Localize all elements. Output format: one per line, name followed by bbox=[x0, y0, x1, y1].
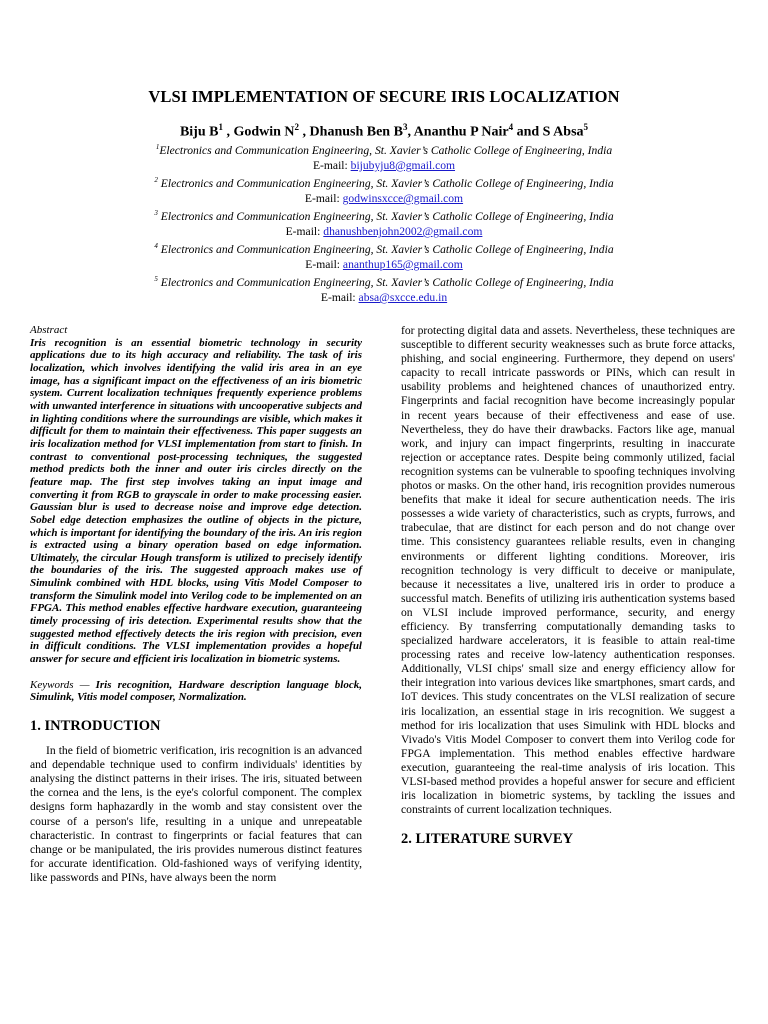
email-link[interactable]: godwinsxcce@gmail.com bbox=[342, 192, 464, 205]
email-link[interactable]: bijubyju8@gmail.com bbox=[350, 158, 456, 172]
introduction-continued-paragraph: for protecting digital data and assets. Nevertheless, these techniques are susceptible to different security weaknesses such as brute force attacks, phishing, and social engineering. Furthermore, they depend on users' capacity to recall intricate passwords or PINs, which can result in usability problems and heightened chances of unauthorized entry. Fingerprints and facial recognition have become increasingly popular in recent years because of their effectiveness and ease of use. Nevertheless, they do have their drawbacks. Factors like age, manual work, and injury can impact fingerprints, resulting in inaccurate rejection or acceptance rates. Despite being commonly utilized, facial recognition systems can be vulnerable to spoofing techniques involving photos or masks. On the other hand, iris recognition provides numerous benefits that make it ideal for secure authentication needs. The iris possesses a wide variety of characteristics, such as crypts, furrows, and trabeculae, that are distinct for each person and do not change over time. This consistency guarantees reliable results, even in changing environments or different lighting conditions. Moreover, iris recognition technology is very difficult to deceive or manipulate, because it necessitates a live, unaltered iris in order to produce a successful match. Benefits of utilizing iris authentication systems based on VLSI include improved performance, security, and energy efficiency. By transferring computationally demanding tasks to specialized hardware accelerators, it is feasible to attain real-time processing rates and receive low-latency authentication responses. Additionally, VLSI chips' small size and energy efficiency allow for their integration into various devices like smartphones, smart cards, and IoT devices. This study concentrates on the VLSI realization of secure iris localization, an essential stage in iris recognition. We suggest a method for iris localization that uses Simulink with HDL blocks and Vivado's Vitis Model Composer to convert them into Verilog code for FPGA implementation. This method enables effective hardware execution, guaranteeing the real-time analysis of iris location. This VLSI-based method provides a hopeful answer for secure and efficient iris localization in biometric systems, by tackling the issues and constraints of current localization techniques. bbox=[401, 324, 735, 817]
affiliation-text: Electronics and Communication Engineering, St. Xavier’s Catholic College of Engineering, India bbox=[157, 243, 614, 256]
email-link[interactable]: ananthup165@gmail.com bbox=[342, 258, 463, 272]
email-link[interactable]: absa@sxcce.edu.in bbox=[358, 291, 448, 305]
author-sup: 3 bbox=[402, 122, 408, 132]
author-line bbox=[0, 122, 768, 141]
affiliation-text: Electronics and Communication Engineering, St. Xavier’s Catholic College of Engineering, India bbox=[157, 209, 614, 223]
email-label: E-mail: bbox=[305, 258, 343, 272]
email-line bbox=[0, 257, 768, 272]
author-name: Godwin N bbox=[233, 124, 295, 140]
email-line bbox=[0, 290, 768, 305]
keywords-text: Iris recognition, Hardware description language block, Simulink, Vitis model composer, Normalization. bbox=[30, 678, 362, 704]
author-sup: 1 bbox=[218, 122, 223, 132]
email-line bbox=[0, 191, 768, 206]
author-sup: 5 bbox=[583, 122, 589, 132]
affiliation-line bbox=[0, 206, 768, 224]
left-column bbox=[30, 324, 362, 885]
affiliation-text: Electronics and Communication Engineering, St. Xavier’s Catholic College of Engineering, India bbox=[159, 143, 613, 157]
email-link[interactable]: dhanushbenjohn2002@gmail.com bbox=[323, 225, 483, 239]
affiliation-sup: 5 bbox=[154, 275, 158, 284]
author-name: Biju B bbox=[179, 124, 219, 140]
email-label: E-mail: bbox=[320, 291, 359, 305]
affiliation-sup: 4 bbox=[154, 242, 158, 251]
affiliation-line bbox=[0, 140, 768, 158]
email-label: E-mail: bbox=[304, 192, 343, 205]
email-line bbox=[0, 224, 768, 239]
author-name: Ananthu P Nair bbox=[413, 124, 509, 140]
right-column bbox=[401, 324, 735, 848]
paper-title: VLSI IMPLEMENTATION OF SECURE IRIS LOCALIZATION bbox=[148, 87, 620, 106]
abstract-heading: Abstract bbox=[30, 324, 68, 336]
affiliation-text: Electronics and Communication Engineering, St. Xavier’s Catholic College of Engineering, India bbox=[157, 176, 614, 190]
section-heading-introduction: 1. INTRODUCTION bbox=[30, 718, 161, 735]
affiliation-sup: 2 bbox=[154, 176, 158, 185]
author-separator: and bbox=[513, 124, 543, 140]
email-line bbox=[0, 158, 768, 173]
author-separator: , bbox=[222, 124, 234, 140]
author-separator: , bbox=[299, 124, 310, 140]
abstract-text: Iris recognition is an essential biometric technology in security applications due to its high accuracy and reliability. The task of iris localization, which involves identifying the valid iris area in an eye image, has a significant impact on the effectiveness of an iris biometric system. Current localization techniques frequently experience problems with unwanted interference in situations with uncooperative subjects and in lighting conditions where the surroundings are visible, which makes it difficult for them to maintain their effectiveness. This paper suggests an iris localization method for VLSI implementation from start to finish. In contrast to conventional post-processing techniques, the suggested method predicts both the inner and outer iris circles directly on the feature map. The first step involves taking an input image and converting it from RGB to grayscale in order to make processing easier. Gaussian blur is used to decrease noise and improve edge detection. Sobel edge detection emphasizes the outline of objects in the picture, which is important for identifying the boundary of the iris. An iris region is extracted using a binary operation based on edge information. Ultimately, the circular Hough transform is utilized to precisely identify the boundaries of the iris. The suggested approach makes use of Simulink combined with HDL blocks, using Vitis Model Composer to transform the Simulink model into Verilog code to be implemented on an FPGA. This method enables effective hardware execution, guaranteeing timely processing of iris detection. Experimental results show that the suggested method effectively detects the iris region with precision, even in difficult conditions. The VLSI implementation provides a hopeful answer for secure and efficient iris localization in biometric systems. bbox=[30, 336, 362, 666]
affiliation-line bbox=[0, 173, 768, 191]
author-sup: 4 bbox=[508, 122, 514, 132]
affiliations-block bbox=[0, 140, 768, 305]
section-heading-literature-survey: 2. LITERATURE SURVEY bbox=[401, 831, 574, 848]
email-label: E-mail: bbox=[285, 225, 324, 239]
affiliation-sup: 3 bbox=[154, 209, 158, 218]
author-separator: , bbox=[407, 124, 414, 140]
author-sup: 2 bbox=[294, 122, 300, 132]
abstract-block bbox=[30, 324, 362, 666]
keywords-label: Keywords — bbox=[30, 678, 96, 691]
affiliation-line bbox=[0, 272, 768, 290]
keywords-block bbox=[30, 679, 362, 704]
author-name: Dhanush Ben B bbox=[309, 124, 403, 140]
affiliation-sup: 1 bbox=[155, 143, 160, 151]
author-name: S Absa bbox=[542, 124, 584, 140]
email-label: E-mail: bbox=[312, 158, 351, 172]
introduction-paragraph: In the field of biometric verification, iris recognition is an advanced and dependable technique used to confirm individuals' identities by analysing the distinct patterns in their irises. The iris, situated between the cornea and the lens, is the eye's colorful component. The complex designs form haphazardly in the womb and stay consistent over the course of a person's life, resulting in a unique and unrepeatable characteristic. In contrast to fingerprints or facial features that can change or be manipulated, the iris provides numerous distinct features for accurate identification. Old-fashioned ways of verifying identity, like passwords and PINs, have always been the norm bbox=[30, 744, 362, 884]
affiliation-text: Electronics and Communication Engineering, St. Xavier’s Catholic College of Engineering, India bbox=[157, 276, 614, 290]
affiliation-line bbox=[0, 239, 768, 257]
